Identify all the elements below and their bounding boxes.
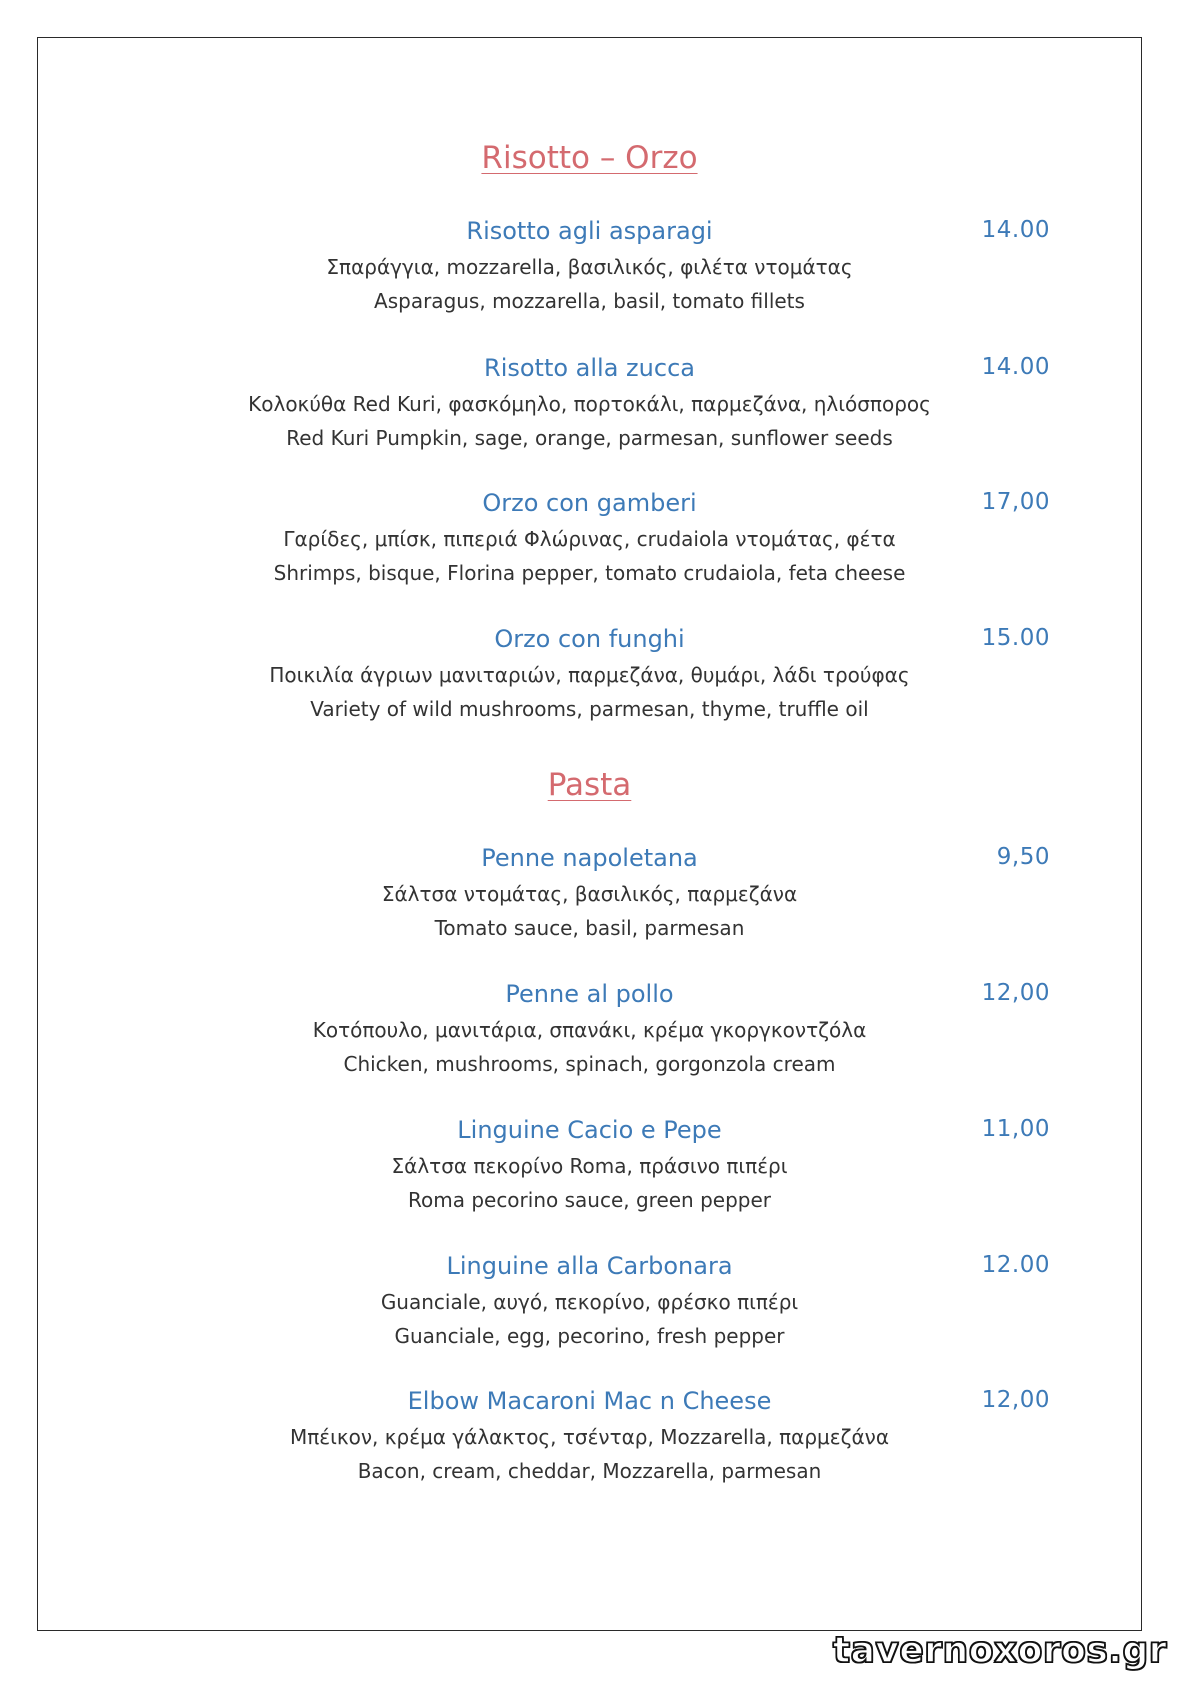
menu-item — [37, 356, 1142, 476]
item-name: Risotto alla zucca — [484, 354, 695, 382]
item-name: Orzo con gamberi — [482, 489, 697, 517]
item-description-greek: Σάλτσα πεκορίνο Roma, πράσινο πιπέρι — [391, 1154, 788, 1178]
item-description-english: Red Kuri Pumpkin, sage, orange, parmesan, sunflower seeds — [286, 426, 893, 450]
item-description-greek: Κοτόπουλο, μανιτάρια, σπανάκι, κρέμα γκοργκοντζόλα — [312, 1018, 867, 1042]
website-watermark: tavernoxoros.gr — [832, 1630, 1167, 1671]
item-description-greek: Ποικιλία άγριων μανιταριών, παρμεζάνα, θυμάρι, λάδι τρούφας — [269, 663, 910, 687]
item-description-english: Shrimps, bisque, Florina pepper, tomato crudaiola, feta cheese — [273, 561, 906, 585]
section-title-risotto-orzo: Risotto – Orzo — [481, 140, 698, 176]
section-title-pasta: Pasta — [547, 767, 632, 803]
item-name: Orzo con funghi — [494, 625, 685, 653]
item-description-english: Asparagus, mozzarella, basil, tomato fillets — [374, 289, 805, 313]
menu-item — [37, 982, 1142, 1102]
item-description-greek: Μπέικον, κρέμα γάλακτος, τσένταρ, Mozzarella, παρμεζάνα — [289, 1425, 890, 1449]
item-name: Elbow Macaroni Mac n Cheese — [407, 1387, 772, 1415]
item-description-english: Roma pecorino sauce, green pepper — [407, 1188, 772, 1212]
item-description-english: Chicken, mushrooms, spinach, gorgonzola cream — [343, 1052, 836, 1076]
item-description-greek: Σάλτσα ντομάτας, βασιλικός, παρμεζάνα — [381, 882, 798, 906]
item-price: 15.00 — [981, 625, 1050, 651]
item-name: Penne napoletana — [481, 844, 698, 872]
item-price: 12,00 — [981, 980, 1050, 1006]
menu-item — [37, 491, 1142, 611]
item-description-greek: Guanciale, αυγό, πεκορίνο, φρέσκο πιπέρι — [380, 1290, 799, 1314]
item-description-english: Bacon, cream, cheddar, Mozzarella, parmesan — [357, 1459, 822, 1483]
item-price: 14.00 — [981, 217, 1050, 243]
menu-item — [37, 219, 1142, 339]
menu-item — [37, 627, 1142, 747]
item-description-english: Guanciale, egg, pecorino, fresh pepper — [394, 1324, 785, 1348]
menu-item — [37, 1254, 1142, 1374]
item-price: 9,50 — [996, 844, 1050, 870]
item-name: Linguine Cacio e Pepe — [457, 1116, 722, 1144]
item-description-greek: Κολοκύθα Red Kuri, φασκόμηλο, πορτοκάλι, παρμεζάνα, ηλιόσπορος — [248, 392, 931, 416]
item-description-english: Tomato sauce, basil, parmesan — [434, 916, 745, 940]
item-price: 14.00 — [981, 354, 1050, 380]
item-description-english: Variety of wild mushrooms, parmesan, thyme, truffle oil — [310, 697, 869, 721]
item-description-greek: Γαρίδες, μπίσκ, πιπεριά Φλώρινας, crudaiola ντομάτας, φέτα — [283, 527, 896, 551]
item-price: 12.00 — [981, 1252, 1050, 1278]
item-price: 17,00 — [981, 489, 1050, 515]
item-price: 12,00 — [981, 1387, 1050, 1413]
menu-item — [37, 1389, 1142, 1509]
item-name: Penne al pollo — [505, 980, 674, 1008]
item-price: 11,00 — [981, 1116, 1050, 1142]
menu-item — [37, 846, 1142, 966]
menu-item — [37, 1118, 1142, 1238]
item-name: Linguine alla Carbonara — [446, 1252, 733, 1280]
item-description-greek: Σπαράγγια, mozzarella, βασιλικός, φιλέτα ντομάτας — [326, 255, 853, 279]
item-name: Risotto agli asparagi — [466, 217, 713, 245]
